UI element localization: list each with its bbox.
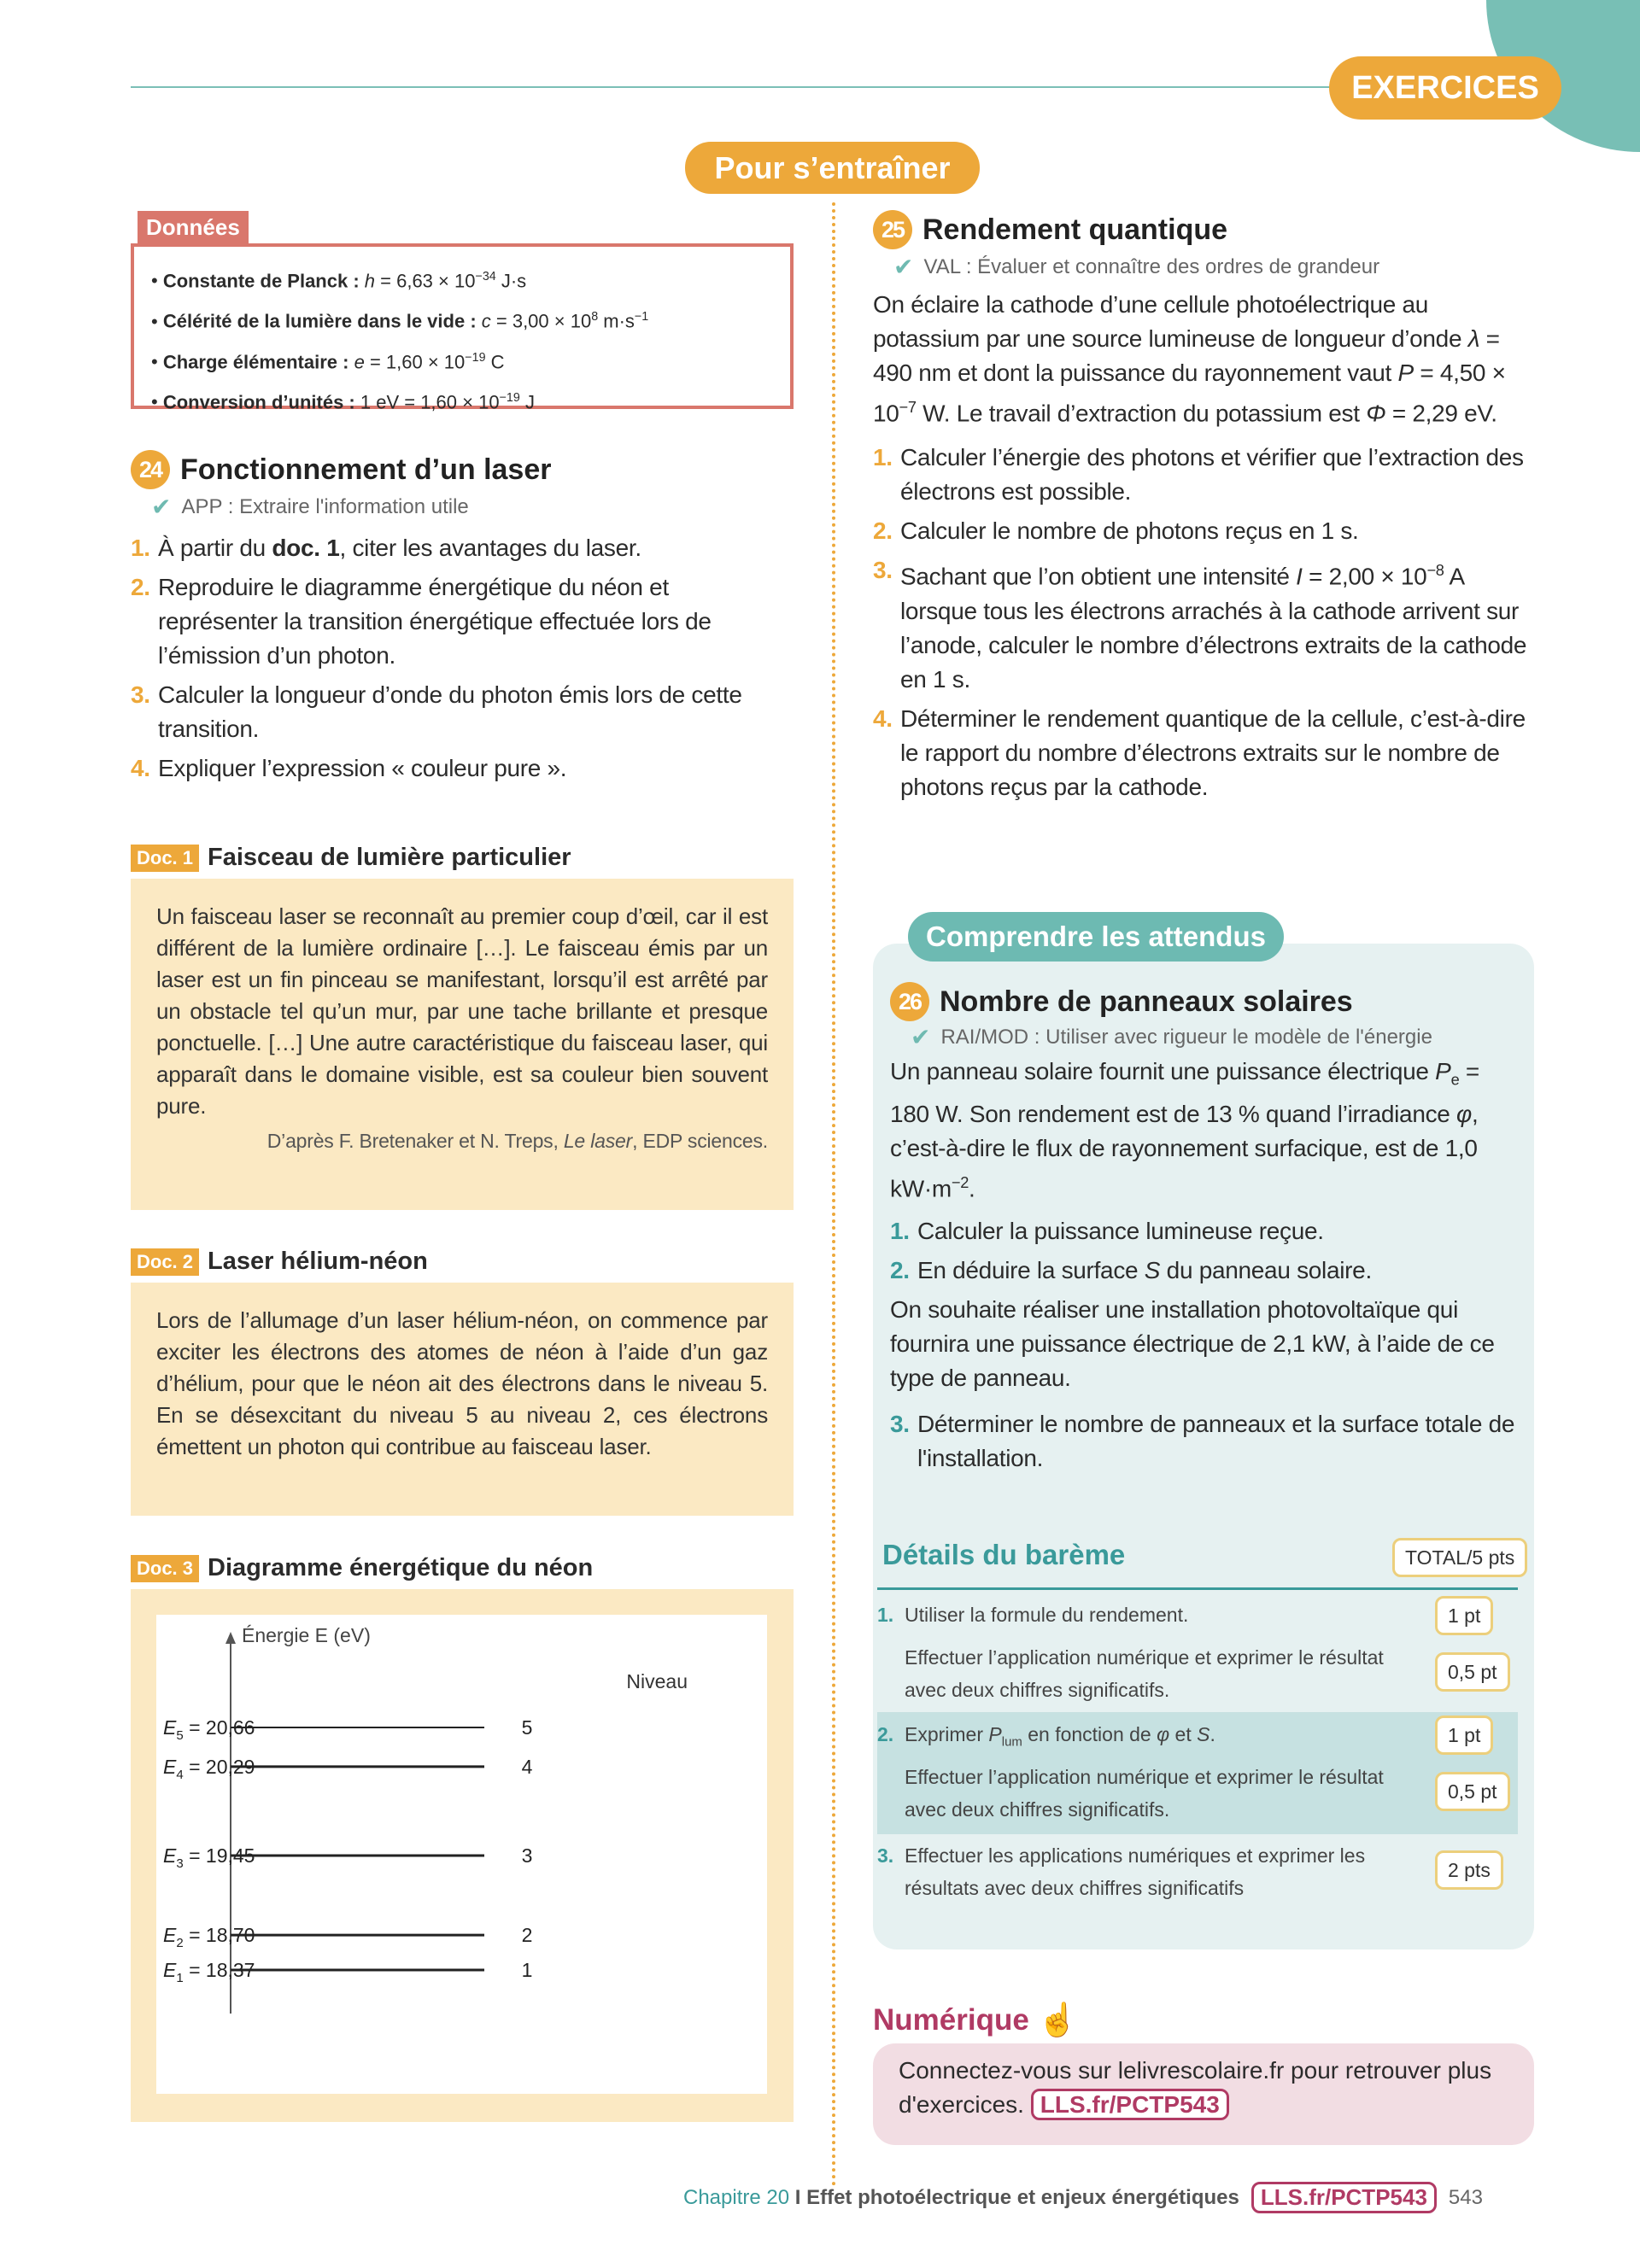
text-segment: λ (1467, 325, 1480, 352)
question-text (900, 702, 1534, 804)
skill (911, 1023, 1522, 1051)
question-number: 3. (890, 1410, 910, 1437)
question-list (131, 531, 794, 786)
doc-title-text: Faisceau de lumière particulier (208, 844, 571, 871)
text-segment: Célérité de la lumière dans le vide : (162, 310, 482, 332)
question-item (131, 570, 794, 673)
doc-text: Un faisceau laser se reconnaît au premier coup d’œil, car il est différent de la lumière ordinaire […]. Le faisceau émis par un laser est un fin pinceau se manifestant, lorsqu’il est arrêté par un obstacle tel qu’un mur, par une tache brillante et presque ponctuelle. […] Une autre caractéristique du faisceau laser, qui apparaît dans le domaine visible, est sa couleur bien souvent pure. (156, 903, 768, 1119)
numerique-text: Connectez-vous sur lelivrescolaire.fr pour retrouver plus d'exercices. (899, 2057, 1492, 2118)
bareme-points: 1 pt (1435, 1596, 1493, 1635)
text-segment: Effectuer les applications numériques et exprimer les résultats avec deux chiffres significatifs (905, 1844, 1366, 1899)
question-item (131, 751, 794, 786)
question-list (873, 441, 1534, 804)
label-part: E (163, 1844, 177, 1868)
bareme-number: 3. (877, 1844, 894, 1867)
question-number: 3. (873, 557, 893, 584)
question-text (158, 531, 641, 565)
skill-label: VAL : Évaluer et connaître des ordres de grandeur (923, 254, 1380, 278)
label-part: 2 (176, 1936, 184, 1951)
label-part: 1 (176, 1971, 184, 1985)
question-item (873, 514, 1534, 548)
donnees-label: Données (138, 211, 249, 244)
bareme-title: Détails du barème (882, 1539, 1126, 1570)
exercise-title: Nombre de panneaux solaires (940, 985, 1353, 1018)
text-segment: S (1197, 1723, 1210, 1745)
bareme-text (905, 1599, 1188, 1631)
text-segment: P (988, 1723, 1002, 1745)
energy-level-label (163, 1844, 255, 1871)
numerique-link[interactable]: LLS.fr/PCTP543 (1031, 2089, 1229, 2120)
text-segment: Calculer la puissance lumineuse reçue. (917, 1217, 1324, 1244)
exercise-number: 25 (873, 210, 912, 249)
text-segment: c (481, 310, 491, 332)
text-segment: Calculer le nombre de photons reçus en 1 s. (900, 517, 1359, 545)
text-segment: h (364, 270, 376, 292)
bareme-text (905, 1761, 1424, 1826)
exercise-heading (873, 210, 1534, 249)
doc-title-text: Diagramme énergétique du néon (208, 1554, 594, 1581)
question-number: 1. (890, 1217, 910, 1244)
question-item (873, 441, 1534, 509)
question-number: 3. (131, 681, 150, 708)
skill (893, 253, 1534, 281)
text-segment: A lorsque tous les électrons arrachés à la cathode arrivent sur l’anode, calculer le nombre d’électrons extraits de la cathode en 1 s. (900, 563, 1527, 693)
energy-diagram (156, 1615, 767, 2094)
question-number: 4. (131, 755, 150, 781)
question-text (900, 553, 1534, 696)
text-segment: S (1144, 1256, 1161, 1283)
question-number: 2. (890, 1256, 910, 1283)
bareme-number: 1. (877, 1604, 894, 1626)
donnee-item (151, 380, 773, 420)
energy-level-label (163, 1716, 255, 1743)
text-segment: Sachant que l’on obtient une intensité (900, 563, 1297, 590)
exercise-25 (873, 210, 1534, 810)
level-number: 4 (521, 1755, 533, 1778)
text-segment: Conversion d’unités : (162, 391, 360, 413)
text-segment: , c’est-à-dire le flux de rayonnement surfacique, est de 1,0 kW·m (890, 1100, 1479, 1201)
bareme-text (905, 1718, 1215, 1759)
doc-title (131, 1554, 794, 1582)
doc-title (131, 1248, 794, 1276)
doc-tag: Doc. 1 (131, 845, 199, 872)
text-segment: On éclaire la cathode d’une cellule photoélectrique au potassium par une source lumineuse de longueur d’onde (873, 291, 1468, 352)
level-number: 2 (521, 1924, 533, 1947)
text-segment: du panneau solaire. (1160, 1256, 1372, 1283)
question-text (158, 570, 794, 673)
label-part: E (163, 1755, 177, 1778)
text-segment: P (1435, 1058, 1451, 1084)
text-segment: J (519, 391, 535, 413)
text-segment: −1 (634, 310, 649, 324)
text-segment: = 6,63 × 10 (375, 270, 476, 292)
doc-title (131, 844, 794, 872)
bareme-number (877, 1761, 905, 1826)
question-number: 2. (873, 517, 893, 545)
bareme-row (877, 1641, 1424, 1706)
question-number: 4. (873, 704, 893, 732)
doc-2 (131, 1248, 794, 1516)
skill-label: APP : Extraire l'information utile (181, 494, 469, 518)
text-segment: 1 eV = 1,60 × 10 (360, 391, 500, 413)
question-number: 1. (131, 535, 150, 561)
label-part: 5 (176, 1728, 184, 1743)
text-segment: −34 (475, 270, 496, 284)
question-text (158, 751, 566, 786)
text-segment: −19 (465, 350, 486, 365)
label-part: E (163, 1924, 177, 1947)
total-points: TOTAL/5 pts (1392, 1538, 1527, 1577)
text-segment: . (969, 1174, 975, 1201)
question-number: 2. (131, 574, 150, 600)
check-icon: ✔ (893, 254, 914, 280)
pointer-hand-icon: ☝ (1037, 2002, 1079, 2038)
text-segment: −19 (499, 390, 520, 405)
bareme-row (877, 1718, 1424, 1759)
label-part: = 20,29 (183, 1755, 255, 1778)
text-segment: −7 (899, 399, 917, 416)
header-rule (131, 86, 1344, 88)
level-number: 1 (521, 1959, 533, 1981)
level-number: 5 (521, 1716, 533, 1739)
donnee-item (151, 340, 773, 380)
footer (683, 2182, 1483, 2213)
text-segment: Calculer l’énergie des photons et vérifier que l’extraction des électrons est possible. (900, 444, 1524, 506)
question-list (890, 1407, 1522, 1476)
bareme-points: 1 pt (1435, 1716, 1493, 1755)
exercise-number: 26 (890, 982, 929, 1021)
text-segment: −2 (951, 1173, 969, 1191)
section-title: Pour s’entraîner (685, 142, 980, 194)
question-text (917, 1407, 1522, 1476)
footer-link[interactable]: LLS.fr/PCTP543 (1251, 2182, 1437, 2213)
label-part: = 20,66 (183, 1716, 255, 1739)
question-item (890, 1214, 1522, 1248)
doc-box (131, 1283, 794, 1516)
text-segment: Φ (1366, 400, 1386, 427)
text-segment: Effectuer l’application numérique et exprimer le résultat avec deux chiffres significatifs. (905, 1766, 1384, 1821)
text-segment: Le laser (563, 1130, 633, 1152)
text-segment: Déterminer le nombre de panneaux et la surface totale de l'installation. (917, 1410, 1515, 1471)
axis-arrow-icon (226, 1632, 236, 1644)
question-text (917, 1214, 1324, 1248)
check-icon: ✔ (151, 494, 172, 520)
exercise-intro (873, 288, 1534, 430)
text-segment: Constante de Planck : (162, 270, 365, 292)
comprendre-title: Comprendre les attendus (908, 912, 1284, 962)
text-segment: Calculer la longueur d’onde du photon émis lors de cette transition. (158, 681, 742, 742)
text-segment: Charge élémentaire : (162, 350, 354, 372)
question-text (917, 1254, 1372, 1288)
label-part: = 19,45 (183, 1844, 255, 1868)
check-icon: ✔ (911, 1024, 931, 1050)
exercise-heading (890, 982, 1522, 1021)
text-segment: En déduire la surface (917, 1256, 1145, 1283)
donnees-box (131, 243, 794, 413)
exercise-number: 24 (131, 450, 170, 489)
text-segment: = 490 nm et dont la puissance du rayonnement vaut (873, 325, 1500, 386)
text-segment: = 2,00 × 10 (1302, 563, 1427, 590)
text-segment: , citer les avantages du laser. (339, 535, 641, 561)
text-segment: , EDP sciences. (632, 1130, 768, 1152)
question-item (131, 678, 794, 746)
label-part: E (163, 1959, 177, 1981)
text-segment: P (1397, 359, 1414, 386)
text-segment: = 3,00 × 10 (490, 310, 592, 332)
skill (151, 493, 794, 521)
text-segment: Exprimer (905, 1723, 989, 1745)
text-segment: Expliquer l’expression « couleur pure ». (158, 755, 567, 781)
exercise-26 (890, 982, 1522, 1481)
level-header: Niveau (626, 1670, 688, 1692)
footer-separator: I (789, 2185, 807, 2209)
doc-text: Lors de l’allumage d’un laser hélium-néon, on commence par exciter les électrons des atomes de néon à l’aide d’un gaz d’hélium, pour que le néon ait des électrons dans le niveau 5. En se désexcitant du niveau 5 au niveau 2, ces électrons émettent un photon qui contribue au faisceau laser. (156, 1307, 768, 1459)
bareme-row (877, 1761, 1424, 1826)
bareme-number (877, 1641, 905, 1706)
text-segment: = 4,50 × 10 (873, 359, 1506, 427)
axis-label: Énergie E (eV) (242, 1624, 371, 1646)
energy-level-label (163, 1959, 255, 1985)
column-divider (832, 202, 835, 2188)
question-text (158, 678, 794, 746)
donnee-item (151, 299, 773, 339)
text-segment: Reproduire le diagramme énergétique du néon et représenter la transition énergétique effectuée lors de l’émission d’un photon. (158, 574, 712, 669)
text-segment: . (1210, 1723, 1215, 1745)
text-segment: J·s (495, 270, 527, 292)
label-part: E (163, 1716, 177, 1739)
text-segment: = 180 W. Son rendement est de 13 % quand l’irradiance (890, 1058, 1479, 1127)
exercise-title: Rendement quantique (922, 213, 1228, 246)
energy-diagram-svg (156, 1615, 767, 2094)
text-segment: doc. 1 (272, 535, 340, 561)
donnee-item (151, 259, 773, 299)
text-segment: W. Le travail d’extraction du potassium est (916, 400, 1367, 427)
question-item (890, 1407, 1522, 1476)
question-text (900, 441, 1534, 509)
text-segment: φ (1157, 1723, 1170, 1745)
doc-source (156, 1125, 768, 1157)
doc-title-text: Laser hélium-néon (208, 1248, 428, 1275)
label-part: 3 (176, 1856, 184, 1872)
doc-box (131, 879, 794, 1210)
question-text (900, 514, 1359, 548)
bareme-text (905, 1839, 1424, 1904)
exercices-badge: EXERCICES (1329, 56, 1561, 120)
numerique-box (873, 2043, 1534, 2145)
text-segment: −8 (1426, 562, 1444, 580)
bareme-points: 0,5 pt (1435, 1652, 1510, 1692)
text-segment: Effectuer l’application numérique et exprimer le résultat avec deux chiffres significatifs. (905, 1646, 1384, 1701)
text-segment: Déterminer le rendement quantique de la cellule, c’est-à-dire le rapport du nombre d’électrons extraits sur le nombre de photons reçus par la cathode. (900, 704, 1526, 800)
text-segment: Un panneau solaire fournit une puissance électrique (890, 1058, 1436, 1084)
footer-chapter: Chapitre 20 (683, 2185, 790, 2209)
doc-1 (131, 844, 794, 1210)
exercise-heading (131, 450, 794, 489)
exercise-intro (890, 1055, 1522, 1206)
question-list (890, 1214, 1522, 1288)
exercise-24 (131, 450, 794, 791)
energy-level-label (163, 1924, 255, 1950)
numerique-heading (873, 2002, 1078, 2039)
text-segment: = 2,29 eV. (1385, 400, 1497, 427)
energy-level-label (163, 1756, 255, 1782)
text-segment: = 1,60 × 10 (364, 350, 466, 372)
text-segment: φ (1456, 1100, 1473, 1127)
text-segment: et (1169, 1723, 1198, 1745)
question-item (873, 702, 1534, 804)
question-item (131, 531, 794, 565)
text-segment: Utiliser la formule du rendement. (905, 1604, 1189, 1626)
level-number: 3 (521, 1844, 533, 1868)
bareme-points: 2 pts (1435, 1850, 1503, 1890)
exercise-middle-text: On souhaite réaliser une installation photovoltaïque qui fournira une puissance électrique de 2,1 kW, à l’aide de ce type de panneau. (890, 1295, 1495, 1391)
label-part: = 18,37 (183, 1959, 255, 1981)
text-segment: e (1450, 1071, 1460, 1089)
label-part: 4 (176, 1767, 184, 1782)
label-part: = 18,70 (183, 1924, 255, 1947)
doc-tag: Doc. 2 (131, 1248, 199, 1276)
text-segment: en fonction de (1022, 1723, 1157, 1745)
text-segment: 8 (591, 310, 599, 324)
text-segment: C (485, 350, 505, 372)
text-segment: e (354, 350, 365, 372)
doc-tag: Doc. 3 (131, 1555, 199, 1582)
text-segment: lum (1001, 1734, 1022, 1750)
exercise-title: Fonctionnement d’un laser (180, 453, 552, 486)
question-item (873, 553, 1534, 696)
bareme-points: 0,5 pt (1435, 1772, 1510, 1811)
text-segment: À partir du (158, 535, 272, 561)
numerique-title: Numérique (873, 2003, 1029, 2037)
bareme-number: 2. (877, 1723, 894, 1745)
text-segment: I (1296, 563, 1303, 590)
page-number: 543 (1448, 2185, 1483, 2209)
bareme-rule (877, 1587, 1518, 1590)
bareme-row (877, 1599, 1424, 1631)
skill-label: RAI/MOD : Utiliser avec rigueur le modèle de l'énergie (940, 1025, 1432, 1049)
question-item (890, 1254, 1522, 1288)
question-number: 1. (873, 444, 893, 471)
bareme-row (877, 1839, 1424, 1904)
footer-title: Effet photoélectrique et enjeux énergétiques (806, 2185, 1239, 2209)
text-segment: m·s (598, 310, 635, 332)
bareme-text (905, 1641, 1424, 1706)
text-segment: D’après F. Bretenaker et N. Treps, (266, 1130, 564, 1152)
